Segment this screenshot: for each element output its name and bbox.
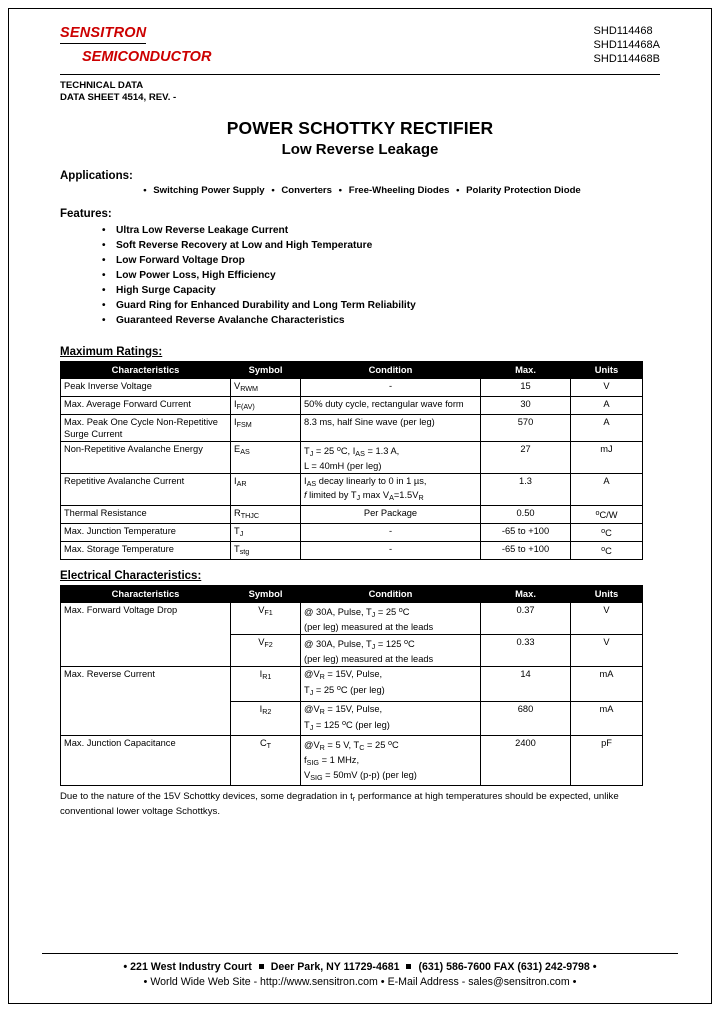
feature-item: • High Surge Capacity (60, 283, 660, 298)
part-number: SHD114468A (593, 39, 660, 51)
cell-units: V (571, 379, 643, 397)
electrical-characteristics-table (60, 585, 643, 786)
cell-condition: $@V_R = 5$ V, $T_C = 25$ $^o$C $f_{SIG} = 1$ MHz, $V_{SIG} = 50mV$ (p-p) (per leg) (301, 736, 481, 786)
bullet-icon: • (271, 185, 275, 196)
cell-symbol (231, 634, 301, 666)
cell-max: 0.33 (481, 634, 571, 666)
part-number-list (594, 24, 660, 66)
cell-max: 570 (481, 414, 571, 441)
max-ratings-heading: Maximum Ratings: (60, 346, 163, 358)
cell-condition: $@V_R = 15V$, Pulse, $T_J = 125$ $^o$C (per leg) (301, 701, 481, 736)
cell-symbol (231, 396, 301, 414)
symbol-subscript: FSM (236, 419, 252, 429)
electrical-heading: Electrical Characteristics: (60, 569, 202, 582)
cell-condition: - (301, 379, 481, 397)
cell-characteristic: Max. Junction Temperature (61, 524, 231, 542)
cell-symbol (231, 701, 301, 736)
cell-characteristic: Thermal Resistance (61, 506, 231, 524)
cell-symbol (231, 602, 301, 634)
symbol-subscript: R1 (262, 671, 272, 681)
square-separator-icon (406, 964, 411, 969)
symbol-main: V (258, 636, 265, 647)
cell-max: 0.50 (481, 506, 571, 524)
cell-condition: Per Package (301, 506, 481, 524)
cell-condition: - (301, 524, 481, 542)
cell-max: 15 (481, 379, 571, 397)
table-row (61, 473, 643, 506)
features-heading: Features: (60, 208, 112, 220)
feature-item: • Guaranteed Reverse Avalanche Characteristics (60, 313, 660, 328)
table-row (61, 414, 643, 441)
feature-item: • Low Forward Voltage Drop (60, 253, 660, 268)
symbol-subscript: R2 (262, 706, 272, 716)
page-title: POWER SCHOTTKY RECTIFIER (226, 118, 494, 138)
cell-condition: $I_{AS}$ decay linearly to 0 in 1 µs, f limited by $T_J$ $\max V_A=1.5V_R$ (301, 473, 481, 506)
cell-symbol (231, 379, 301, 397)
applications-list (60, 185, 660, 196)
page-footer (18, 953, 702, 990)
cell-characteristic: Max. Peak One Cycle Non-Repetitive Surge Current (61, 414, 231, 441)
cell-condition: 8.3 ms, half Sine wave (per leg) (301, 414, 481, 441)
table-header-row (61, 585, 643, 602)
column-header-units: Units (571, 585, 643, 602)
cell-units: $^o$C (571, 541, 643, 559)
table-row (61, 602, 643, 634)
table-row (61, 524, 643, 542)
cell-characteristic: Max. Storage Temperature (61, 541, 231, 559)
symbol-subscript: stg (239, 546, 250, 556)
symbol-subscript: THJC (240, 511, 260, 521)
cell-characteristic: Non-Repetitive Avalanche Energy (61, 441, 231, 473)
cell-max: 680 (481, 701, 571, 736)
symbol-main: V (258, 604, 265, 615)
footer-divider (42, 953, 678, 954)
cell-max: 27 (481, 441, 571, 473)
brand-line-2: SEMICONDUCTOR (82, 49, 212, 65)
cell-max: 2400 (481, 736, 571, 786)
bullet-icon: • (572, 976, 577, 988)
cell-units: mA (571, 666, 643, 701)
cell-max: 1.3 (481, 473, 571, 506)
applications-heading: Applications: (60, 170, 133, 182)
symbol-subscript: RWM (240, 383, 259, 393)
table-header-row (61, 362, 643, 379)
footer-street: 221 West Industry Court (130, 961, 252, 973)
bullet-icon: • (380, 976, 385, 988)
cell-max: 0.37 (481, 602, 571, 634)
company-logo (60, 24, 211, 65)
cell-condition: @ 30A, Pulse, $T_J = 125$ $^o$C (per leg) measured at the leads (301, 634, 481, 666)
cell-characteristic: Repetitive Avalanche Current (61, 473, 231, 506)
max-ratings-table (60, 361, 643, 560)
cell-symbol (231, 541, 301, 559)
symbol-main: I (259, 703, 263, 714)
column-header-symbol: Symbol (231, 362, 301, 379)
symbol-subscript: F1 (264, 607, 273, 617)
cell-units: $^o$C (571, 524, 643, 542)
cell-condition: 50% duty cycle, rectangular wave form (301, 396, 481, 414)
table-row (61, 506, 643, 524)
brand-line-1: SENSITRON (60, 25, 146, 44)
cell-characteristic: Peak Inverse Voltage (61, 379, 231, 397)
cell-characteristic: Max. Reverse Current (61, 666, 231, 736)
data-sheet-rev: DATA SHEET 4514, REV. - (60, 92, 177, 103)
footer-phone: (631) 586-7600 FAX (631) 242-9798 (418, 961, 590, 973)
symbol-main: I (234, 398, 237, 409)
feature-item: • Soft Reverse Recovery at Low and High Temperature (60, 238, 660, 253)
technical-data-label: TECHNICAL DATA (60, 80, 144, 91)
bullet-icon: • (338, 185, 343, 196)
symbol-main: T (234, 543, 240, 554)
cell-max: 14 (481, 666, 571, 701)
symbol-subscript: J (239, 528, 244, 538)
features-list (60, 223, 660, 328)
feature-item: • Guard Ring for Enhanced Durability and Long Term Reliability (60, 298, 660, 313)
technical-data-block (60, 80, 660, 104)
cell-symbol (231, 473, 301, 506)
symbol-subscript: F(AV) (236, 401, 255, 411)
application-item: Switching Power Supply (153, 185, 265, 196)
cell-units: mA (571, 701, 643, 736)
column-header-max: Max. (481, 585, 571, 602)
cell-units: $^o$C/W (571, 506, 643, 524)
cell-units: V (571, 602, 643, 634)
application-item: Polarity Protection Diode (466, 185, 581, 196)
cell-units: A (571, 473, 643, 506)
table-row (61, 666, 643, 701)
cell-units: pF (571, 736, 643, 786)
symbol-main: T (234, 526, 240, 537)
column-header-units: Units (571, 362, 643, 379)
table-row (61, 441, 643, 473)
cell-max: -65 to +100 (481, 524, 571, 542)
footer-address-line (18, 960, 702, 975)
cell-condition: $@V_R = 15V$, Pulse, $T_J = 25$ $^o$C (per leg) (301, 666, 481, 701)
cell-units: V (571, 634, 643, 666)
symbol-main: I (259, 668, 263, 679)
bullet-icon: • (143, 185, 147, 196)
cell-characteristic: Max. Forward Voltage Drop (61, 602, 231, 666)
table-row (61, 541, 643, 559)
table-row (61, 379, 643, 397)
part-number: SHD114468B (593, 53, 660, 65)
bullet-icon: • (592, 961, 597, 973)
column-header-characteristics: Characteristics (61, 362, 231, 379)
table-row (61, 396, 643, 414)
cell-symbol (231, 524, 301, 542)
feature-item: • Ultra Low Reverse Leakage Current (60, 223, 660, 238)
column-header-max: Max. (481, 362, 571, 379)
footnote: Due to the nature of the 15V Schottky devices, some degradation in $t_r$ performance at high temperatures should be expected, unlike conventional lower voltage Schottkys. (60, 790, 619, 817)
symbol-main: I (234, 416, 237, 427)
feature-item: • Low Power Loss, High Efficiency (60, 268, 660, 283)
cell-symbol (231, 506, 301, 524)
symbol-main: R (234, 508, 241, 519)
symbol-subscript: F2 (264, 639, 273, 649)
column-header-characteristics: Characteristics (61, 585, 231, 602)
column-header-condition: Condition (301, 362, 481, 379)
cell-units: A (571, 414, 643, 441)
footer-city: Deer Park, NY 11729-4681 (270, 961, 400, 973)
application-item: Free-Wheeling Diodes (348, 185, 450, 196)
cell-symbol (231, 736, 301, 786)
table-row (61, 736, 643, 786)
bullet-icon: • (143, 976, 148, 988)
symbol-main: I (234, 475, 237, 486)
cell-condition: $T_J = 25$ $^o$C, $I_{AS} = 1.3$ A, L = 40mH (per leg) (301, 441, 481, 473)
cell-condition: @ 30A, Pulse, $T_J = 25$ $^o$C (per leg) measured at the leads (301, 602, 481, 634)
symbol-main: C (259, 738, 267, 749)
bullet-icon: • (123, 961, 128, 973)
part-number: SHD114468 (593, 25, 653, 37)
cell-symbol (231, 666, 301, 701)
cell-max: 30 (481, 396, 571, 414)
cell-max: -65 to +100 (481, 541, 571, 559)
page-header (60, 22, 660, 66)
bullet-icon: • (456, 185, 460, 196)
cell-units: mJ (571, 441, 643, 473)
symbol-main: E (234, 443, 241, 454)
header-divider (60, 74, 660, 75)
symbol-main: V (234, 381, 241, 391)
symbol-subscript: T (266, 741, 272, 751)
footer-website[interactable]: World Wide Web Site - http://www.sensitron.com (150, 976, 378, 988)
page-subtitle: Low Reverse Leakage (281, 141, 439, 158)
cell-characteristic: Max. Junction Capacitance (61, 736, 231, 786)
symbol-subscript: AS (240, 446, 250, 456)
column-header-condition: Condition (301, 585, 481, 602)
cell-symbol (231, 441, 301, 473)
application-item: Converters (281, 185, 332, 196)
symbol-subscript: AR (236, 478, 247, 488)
column-header-symbol: Symbol (231, 585, 301, 602)
footer-email[interactable]: E-Mail Address - sales@sensitron.com (387, 976, 570, 988)
cell-units: A (571, 396, 643, 414)
footer-web-line (18, 975, 702, 990)
cell-symbol (231, 414, 301, 441)
square-separator-icon (259, 964, 264, 969)
cell-characteristic: Max. Average Forward Current (61, 396, 231, 414)
cell-condition: - (301, 541, 481, 559)
